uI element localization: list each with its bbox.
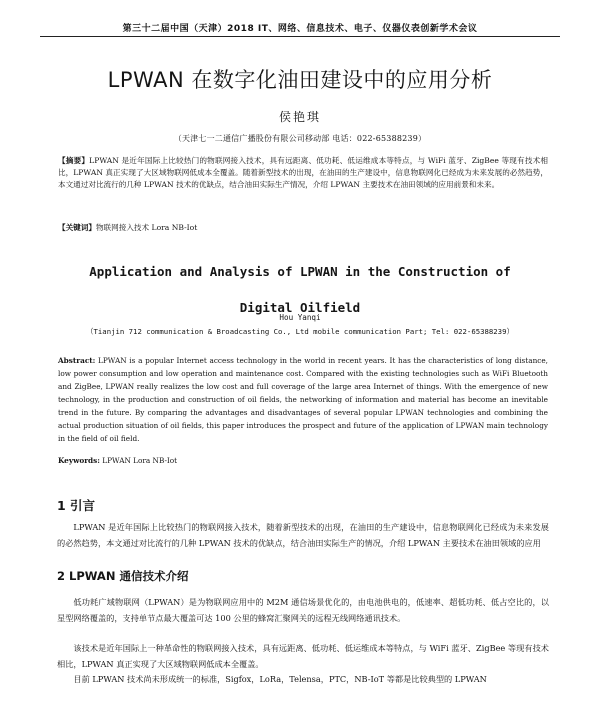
keywords-text-chinese: 物联网接入技术 Lora NB-Iot xyxy=(95,223,198,232)
keywords-text-english: LPWAN Lora NB-Iot xyxy=(102,456,178,465)
paragraph-lpwan-features: 该技术是近年国际上一种革命性的物联网接入技术，具有远距离、低功耗、低运维成本等特点，与 WiFi 蓝牙、ZigBee 等现有技术相比，LPWAN 真正实现了大区域物联网低成本全覆盖。 xyxy=(57,643,549,669)
affiliation-chinese: （天津七一二通信广播股份有限公司移动部 电话：022-65388239） xyxy=(173,134,427,143)
abstract-label-chinese: 【摘要】 xyxy=(58,156,90,165)
author-chinese: 侯艳琪 xyxy=(278,110,321,124)
paragraph-introduction: LPWAN 是近年国际上比较热门的物联网接入技术，随着新型技术的出现，在油田的生产建设中，信息物联网化已经成为未来发展的必然趋势，本文通过对比流行的几种 LPWAN 技术的优缺点，结合油田实际生产的情况，介绍 LPWAN 主要技术在油田领域的应用 xyxy=(57,522,549,548)
section-heading-introduction: 1 引言 xyxy=(57,498,96,513)
running-header: 第三十二届中国（天津）2018 IT、网络、信息技术、电子、仪器仪表创新学术会议 xyxy=(122,24,478,34)
keywords-english xyxy=(58,456,548,465)
paragraph-lpwan-definition: 低功耗广域物联网（LPWAN）是为物联网应用中的 M2M 通信场景优化的，由电池供电的，低速率、超低功耗、低占空比的，以星型网络覆盖的，支持单节点最大覆盖可达 100 公里的蜂窝汇聚网关的远程无线网络通讯技术。 xyxy=(57,597,549,623)
abstract-text-chinese: LPWAN 是近年国际上比较热门的物联网接入技术，具有远距离、低功耗、低运维成本等特点，与 WiFi 蓝牙、ZigBee 等现有技术相比，LPWAN 真正实现了大区域物联网低成本全覆盖。随着新型技术的出现，在油田的生产建设中，信息物联网化已经成为未来发展的必然趋势，本文通过对比流行的几种 LPWAN 技术的优缺点，结合油田实际生产情况，介绍 LPWAN 主要技术在油田领域的应用前景和未来。 xyxy=(58,156,549,190)
keywords-label-chinese: 【关键词】 xyxy=(58,223,96,232)
abstract-label-english: Abstract: xyxy=(58,356,96,365)
title-english-line-1: Application and Analysis of LPWAN in the Construction of xyxy=(89,264,511,279)
keywords-label-english: Keywords: xyxy=(58,456,100,465)
keywords-chinese xyxy=(58,222,548,233)
title-english-line-2: Digital Oilfield xyxy=(239,300,361,315)
paragraph-lpwan-standards: 目前 LPWAN 技术尚未形成统一的标准，Sigfox，LoRa，Telensa，PTC，NB-IoT 等都是比较典型的 LPWAN xyxy=(73,674,487,684)
header-rule xyxy=(40,36,560,37)
title-chinese: LPWAN 在数字化油田建设中的应用分析 xyxy=(107,68,493,92)
section-heading-lpwan: 2 LPWAN 通信技术介绍 xyxy=(57,569,189,583)
affiliation-english: （Tianjin 712 communication & Broadcasting Co., Ltd mobile communication Part; Tel: 022-65388239） xyxy=(86,327,514,336)
abstract-text-english: LPWAN is a popular Internet access technology in the world in recent years. It has the characteristics of long distance, low power consumption and low operation and maintenance cost. Compared with the existing technologies such as WiFi Bluetooth and ZigBee, LPWAN really realizes the low cost and full coverage of the large area Internet of things. With the emergence of new technology, in the production and construction of oil fields, the networking of information and material has become an inevitable trend in the future. By comparing the advantages and disadvantages of several popular LPWAN technologies and combining the actual production situation of oil fields, this paper introduces the prospect and future of the application of LPWAN main technology in the field of oil field. xyxy=(58,356,548,443)
author-english: Hou Yanqi xyxy=(279,313,321,322)
abstract-chinese xyxy=(58,155,548,192)
abstract-english xyxy=(58,354,548,445)
